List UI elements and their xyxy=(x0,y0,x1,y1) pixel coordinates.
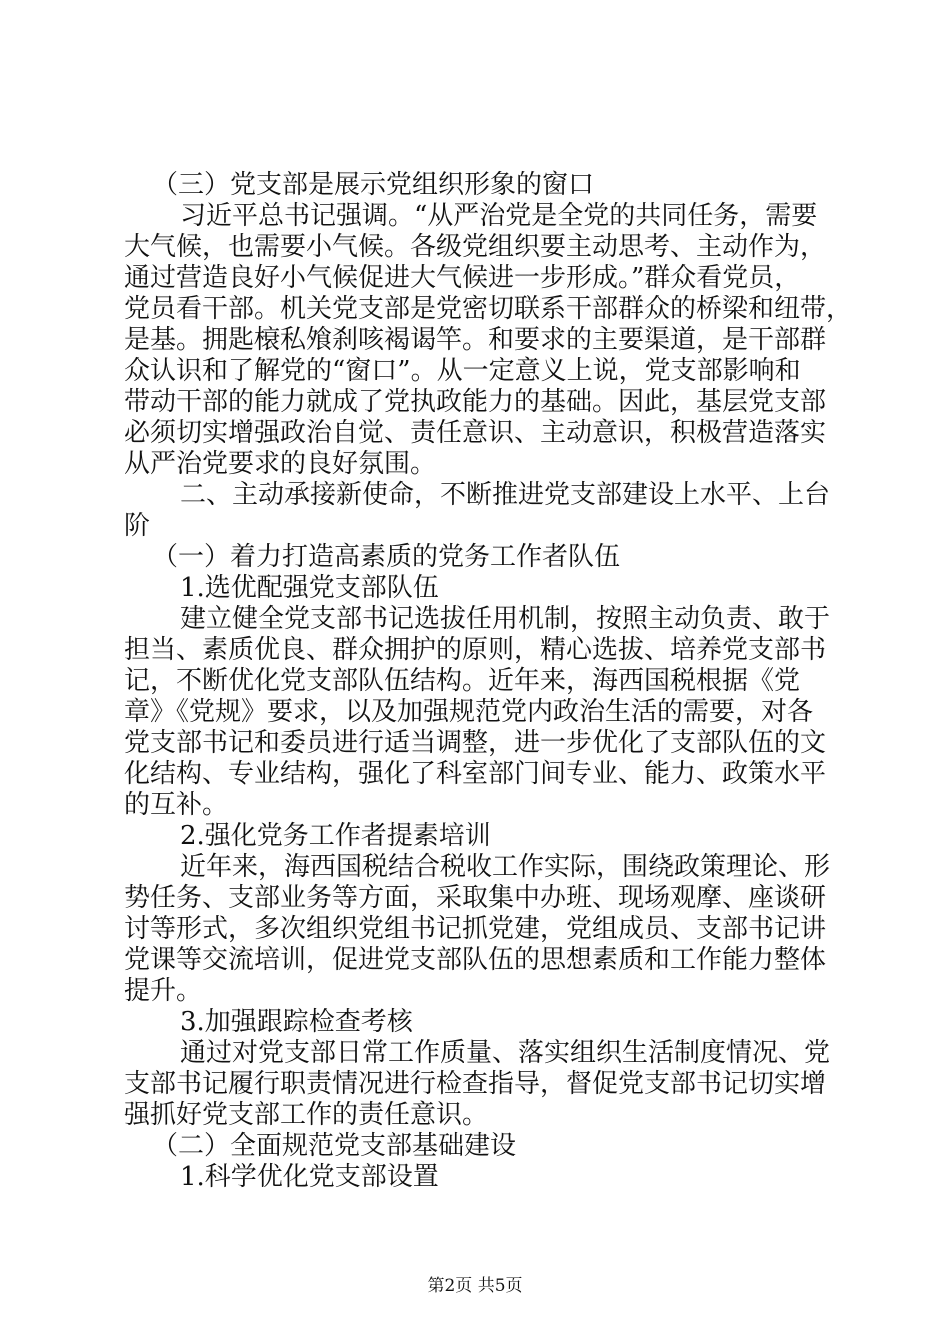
subsection-heading-2: （二）全面规范党支部基础建设 xyxy=(152,1131,517,1161)
section-heading-2: 二、主动承接新使命，不断推进党支部建设上水平、上台 xyxy=(180,480,831,510)
paragraph-line: 众认识和了解党的“窗口”。从一定意义上说，党支部影响和 xyxy=(124,356,801,386)
document-body xyxy=(124,170,853,1193)
subsection-heading-1: （一）着力打造高素质的党务工作者队伍 xyxy=(152,542,621,572)
paragraph-line: 必须切实增强政治自觉、责任意识、主动意识，积极营造落实 xyxy=(124,418,827,448)
paragraph-line: 的互补。 xyxy=(124,790,229,820)
paragraph-line: 从严治党要求的良好氛围。 xyxy=(124,449,437,479)
paragraph-line: 通过对党支部日常工作质量、落实组织生活制度情况、党 xyxy=(180,1038,831,1068)
paragraph-line: 近年来，海西国税结合税收工作实际，围绕政策理论、形 xyxy=(180,852,831,882)
paragraph-line: 势任务、支部业务等方面，采取集中办班、现场观摩、座谈研 xyxy=(124,883,827,913)
paragraph-line: 提升。 xyxy=(124,976,203,1006)
page-number-footer: 第2页 共5页 xyxy=(427,1276,523,1296)
paragraph-line: 是基。拥匙榱私飧刹咳褐谒竿。和要求的主要渠道，是干部群 xyxy=(124,325,827,355)
paragraph-line: 带动干部的能力就成了党执政能力的基础。因此，基层党支部 xyxy=(124,387,827,417)
item-heading-1: 1.科学优化党支部设置 xyxy=(180,1162,439,1192)
section-heading-3: （三）党支部是展示党组织形象的窗口 xyxy=(152,170,595,200)
item-heading-3: 3.加强跟踪检查考核 xyxy=(180,1007,413,1037)
paragraph-line: 支部书记履行职责情况进行检查指导，督促党支部书记切实增 xyxy=(124,1069,827,1099)
paragraph-line: 化结构、专业结构，强化了科室部门间专业、能力、政策水平 xyxy=(124,759,827,789)
paragraph-line: 党支部书记和委员进行适当调整，进一步优化了支部队伍的文 xyxy=(124,728,827,758)
paragraph-line: 党课等交流培训，促进党支部队伍的思想素质和工作能力整体 xyxy=(124,945,827,975)
paragraph-line: 章》《党规》要求，以及加强规范党内政治生活的需要，对各 xyxy=(124,697,814,727)
paragraph-line: 习近平总书记强调。“从严治党是全党的共同任务，需要 xyxy=(180,201,818,231)
paragraph-line: 党员看干部。机关党支部是党密切联系干部群众的桥梁和纽带， xyxy=(124,294,853,324)
item-heading-1: 1.选优配强党支部队伍 xyxy=(180,573,439,603)
paragraph-line: 记，不断优化党支部队伍结构。近年来，海西国税根据《党 xyxy=(124,666,801,696)
item-heading-2: 2.强化党务工作者提素培训 xyxy=(180,821,491,851)
section-heading-2-cont: 阶 xyxy=(124,511,151,541)
paragraph-line: 大气候，也需要小气候。各级党组织要主动思考、主动作为， xyxy=(124,232,827,262)
paragraph-line: 强抓好党支部工作的责任意识。 xyxy=(124,1100,489,1130)
paragraph-line: 建立健全党支部书记选拔任用机制，按照主动负责、敢于 xyxy=(180,604,831,634)
paragraph-line: 担当、素质优良、群众拥护的原则，精心选拔、培养党支部书 xyxy=(124,635,827,665)
paragraph-line: 讨等形式，多次组织党组书记抓党建，党组成员、支部书记讲 xyxy=(124,914,827,944)
paragraph-line: 通过营造良好小气候促进大气候进一步形成。”群众看党员， xyxy=(124,263,801,293)
